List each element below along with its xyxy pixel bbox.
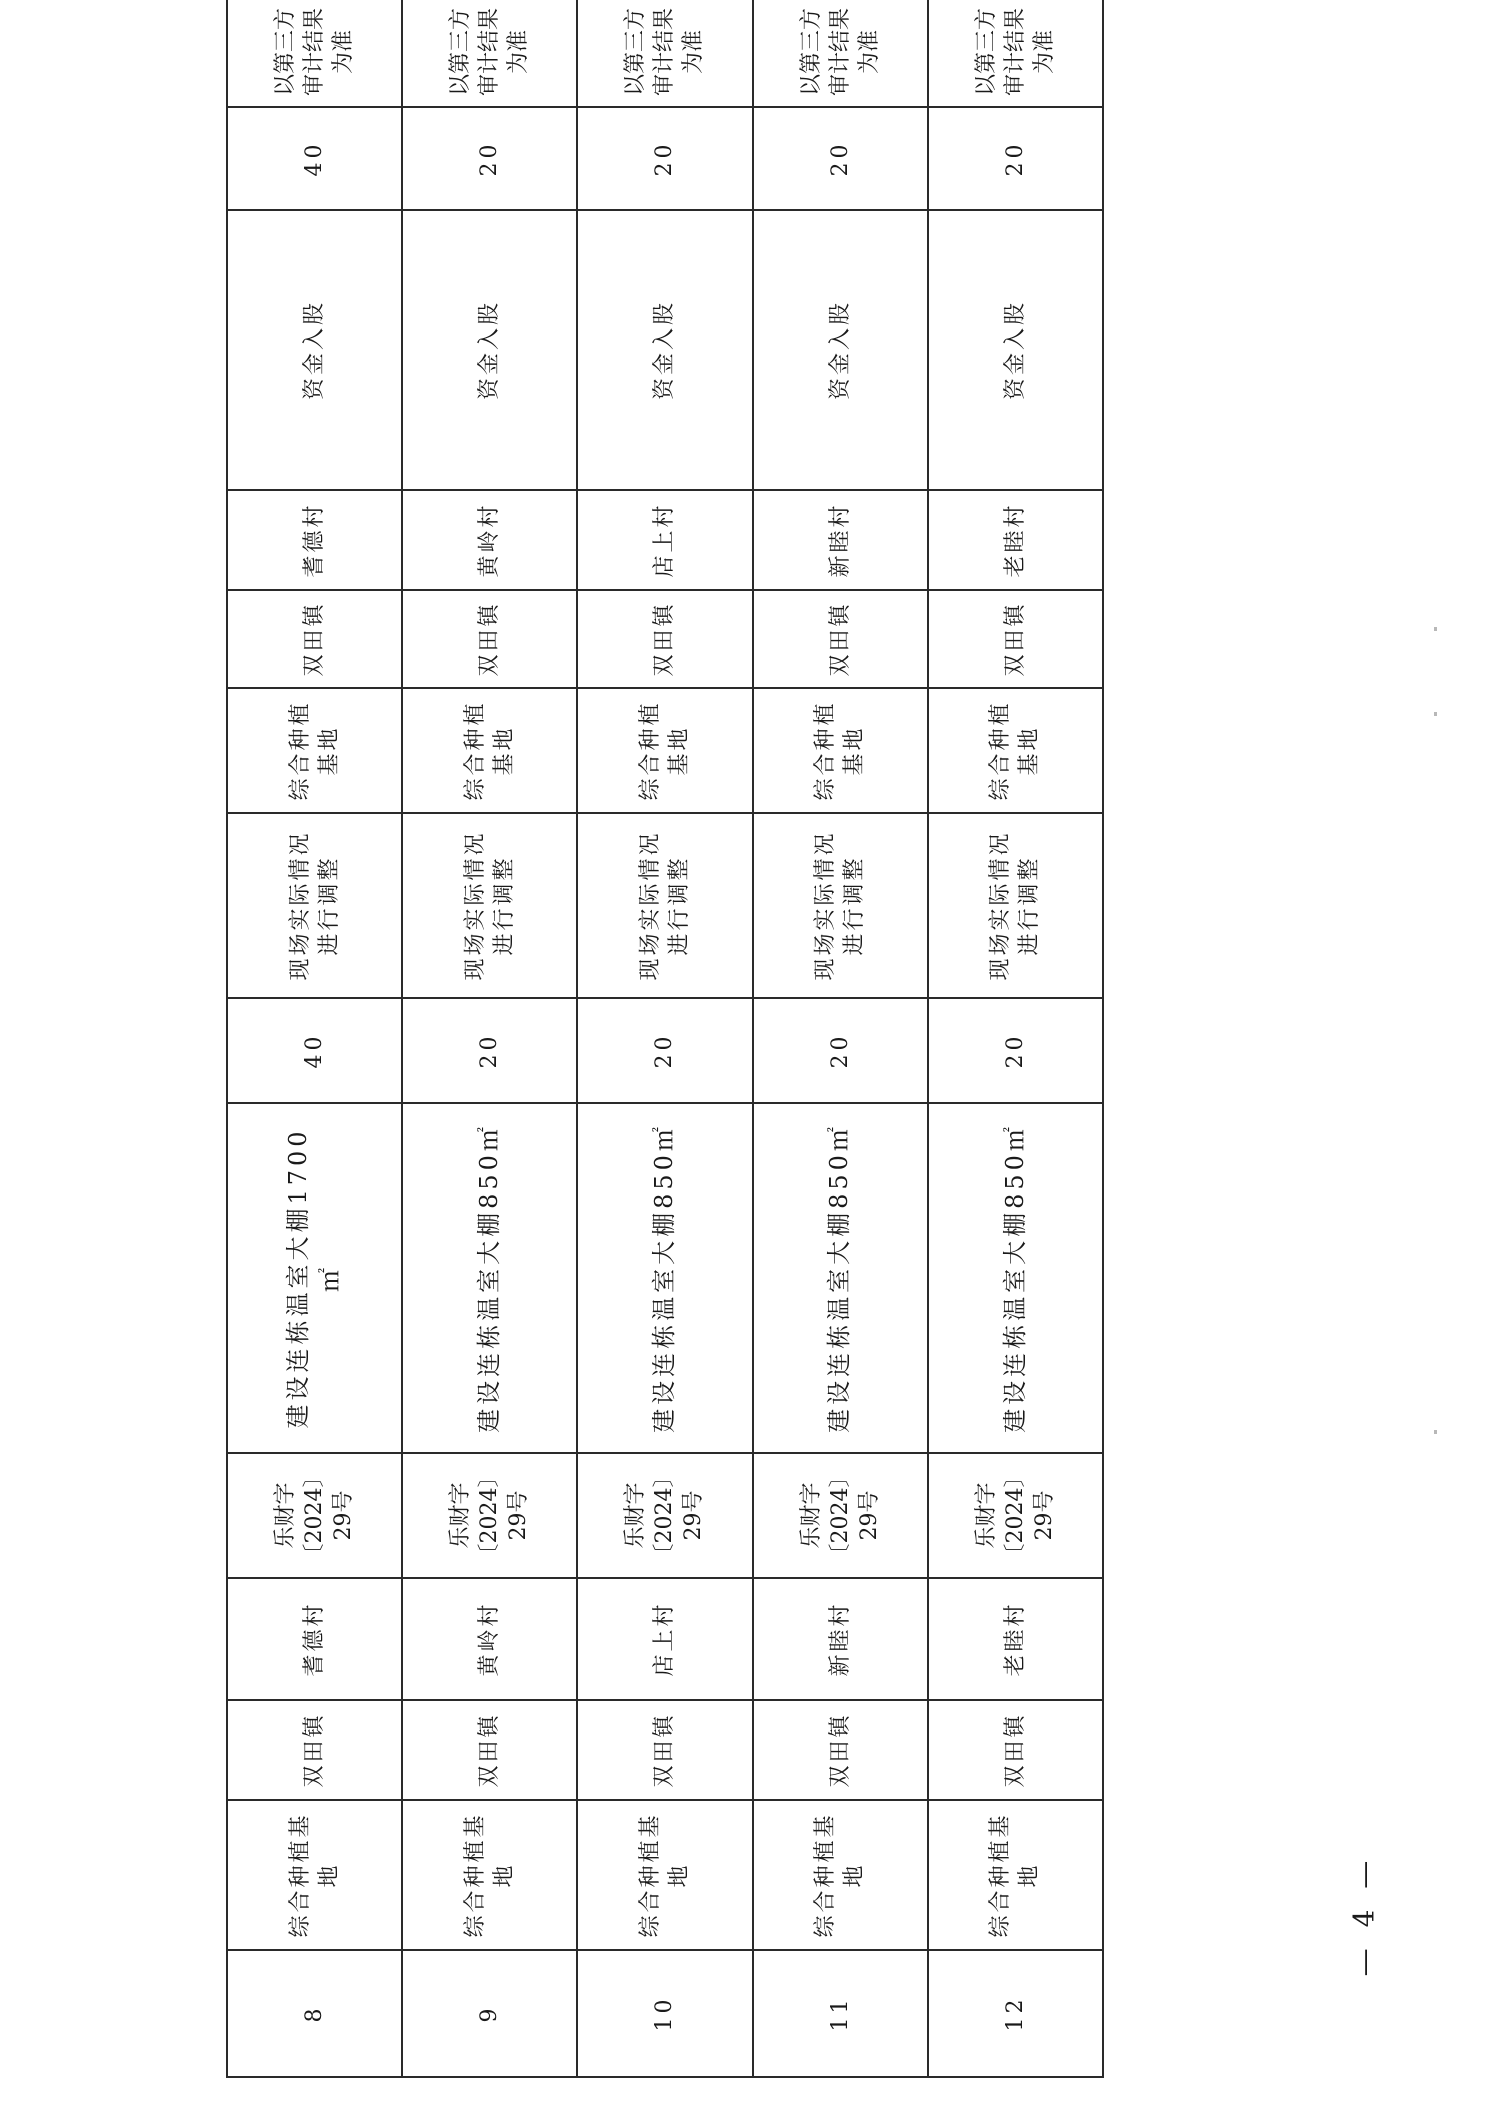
cell-note: 以第三方审计结果为准 — [753, 0, 928, 107]
cell-share-amount: 20 — [928, 107, 1103, 210]
cell-method: 资金入股 — [227, 210, 402, 490]
cell-adjustment: 现场实际情况进行调整 — [402, 813, 577, 998]
table-row — [227, 0, 402, 2077]
cell-note: 以第三方审计结果为准 — [402, 0, 577, 107]
cell-adjustment: 现场实际情况进行调整 — [577, 813, 752, 998]
cell-asset-town: 双田镇 — [227, 590, 402, 688]
cell-method: 资金入股 — [753, 210, 928, 490]
table-row — [753, 0, 928, 2077]
cell-town: 双田镇 — [928, 1700, 1103, 1800]
cell-town: 双田镇 — [227, 1700, 402, 1800]
project-table — [226, 0, 1104, 2078]
scan-speck — [1434, 712, 1437, 716]
scan-speck — [1434, 1430, 1437, 1434]
cell-document-no: 乐财字〔2024〕29号 — [928, 1453, 1103, 1578]
cell-adjustment: 现场实际情况进行调整 — [753, 813, 928, 998]
cell-asset-village: 店上村 — [577, 490, 752, 590]
cell-asset-village: 黄岭村 — [402, 490, 577, 590]
scan-speck — [1434, 627, 1437, 631]
cell-no: 10 — [577, 1950, 752, 2077]
cell-amount: 20 — [928, 998, 1103, 1103]
cell-share-amount: 20 — [402, 107, 577, 210]
cell-construction-content: 建设连栋温室大棚850㎡ — [402, 1103, 577, 1453]
cell-asset-type: 综合种植基地 — [928, 688, 1103, 813]
cell-asset-village: 耆德村 — [227, 490, 402, 590]
cell-asset-village: 新睦村 — [753, 490, 928, 590]
page-number — [1334, 1815, 1394, 2015]
cell-amount: 20 — [402, 998, 577, 1103]
cell-share-amount: 20 — [753, 107, 928, 210]
table-row — [928, 0, 1103, 2077]
cell-note: 以第三方审计结果为准 — [928, 0, 1103, 107]
cell-construction-content: 建设连栋温室大棚850㎡ — [577, 1103, 752, 1453]
cell-project-type: 综合种植基地 — [227, 1800, 402, 1950]
page-number-text: — 4 — — [1347, 1854, 1381, 1976]
cell-amount: 20 — [753, 998, 928, 1103]
cell-asset-town: 双田镇 — [753, 590, 928, 688]
cell-amount: 20 — [577, 998, 752, 1103]
cell-document-no: 乐财字〔2024〕29号 — [577, 1453, 752, 1578]
cell-method: 资金入股 — [402, 210, 577, 490]
cell-town: 双田镇 — [753, 1700, 928, 1800]
cell-adjustment: 现场实际情况进行调整 — [928, 813, 1103, 998]
table-row — [402, 0, 577, 2077]
cell-project-type: 综合种植基地 — [753, 1800, 928, 1950]
rotated-table-page — [226, 7, 1104, 2078]
cell-project-type: 综合种植基地 — [402, 1800, 577, 1950]
cell-asset-type: 综合种植基地 — [227, 688, 402, 813]
cell-town: 双田镇 — [577, 1700, 752, 1800]
cell-asset-town: 双田镇 — [577, 590, 752, 688]
cell-share-amount: 20 — [577, 107, 752, 210]
cell-village: 老睦村 — [928, 1578, 1103, 1700]
cell-asset-village: 老睦村 — [928, 490, 1103, 590]
cell-project-type: 综合种植基地 — [928, 1800, 1103, 1950]
cell-village: 店上村 — [577, 1578, 752, 1700]
cell-asset-type: 综合种植基地 — [577, 688, 752, 813]
cell-village: 新睦村 — [753, 1578, 928, 1700]
cell-asset-town: 双田镇 — [402, 590, 577, 688]
cell-method: 资金入股 — [577, 210, 752, 490]
cell-project-type: 综合种植基地 — [577, 1800, 752, 1950]
cell-asset-type: 综合种植基地 — [402, 688, 577, 813]
cell-asset-town: 双田镇 — [928, 590, 1103, 688]
cell-adjustment: 现场实际情况进行调整 — [227, 813, 402, 998]
cell-note: 以第三方审计结果为准 — [227, 0, 402, 107]
cell-document-no: 乐财字〔2024〕29号 — [753, 1453, 928, 1578]
cell-no: 12 — [928, 1950, 1103, 2077]
cell-document-no: 乐财字〔2024〕29号 — [402, 1453, 577, 1578]
cell-construction-content: 建设连栋温室大棚850㎡ — [928, 1103, 1103, 1453]
cell-method: 资金入股 — [928, 210, 1103, 490]
cell-no: 9 — [402, 1950, 577, 2077]
cell-construction-content: 建设连栋温室大棚850㎡ — [753, 1103, 928, 1453]
table-row — [577, 0, 752, 2077]
cell-asset-type: 综合种植基地 — [753, 688, 928, 813]
cell-no: 11 — [753, 1950, 928, 2077]
cell-village: 耆德村 — [227, 1578, 402, 1700]
cell-town: 双田镇 — [402, 1700, 577, 1800]
cell-no: 8 — [227, 1950, 402, 2077]
cell-amount: 40 — [227, 998, 402, 1103]
cell-document-no: 乐财字〔2024〕29号 — [227, 1453, 402, 1578]
cell-construction-content: 建设连栋温室大棚1700㎡ — [227, 1103, 402, 1453]
cell-note: 以第三方审计结果为准 — [577, 0, 752, 107]
cell-share-amount: 40 — [227, 107, 402, 210]
cell-village: 黄岭村 — [402, 1578, 577, 1700]
